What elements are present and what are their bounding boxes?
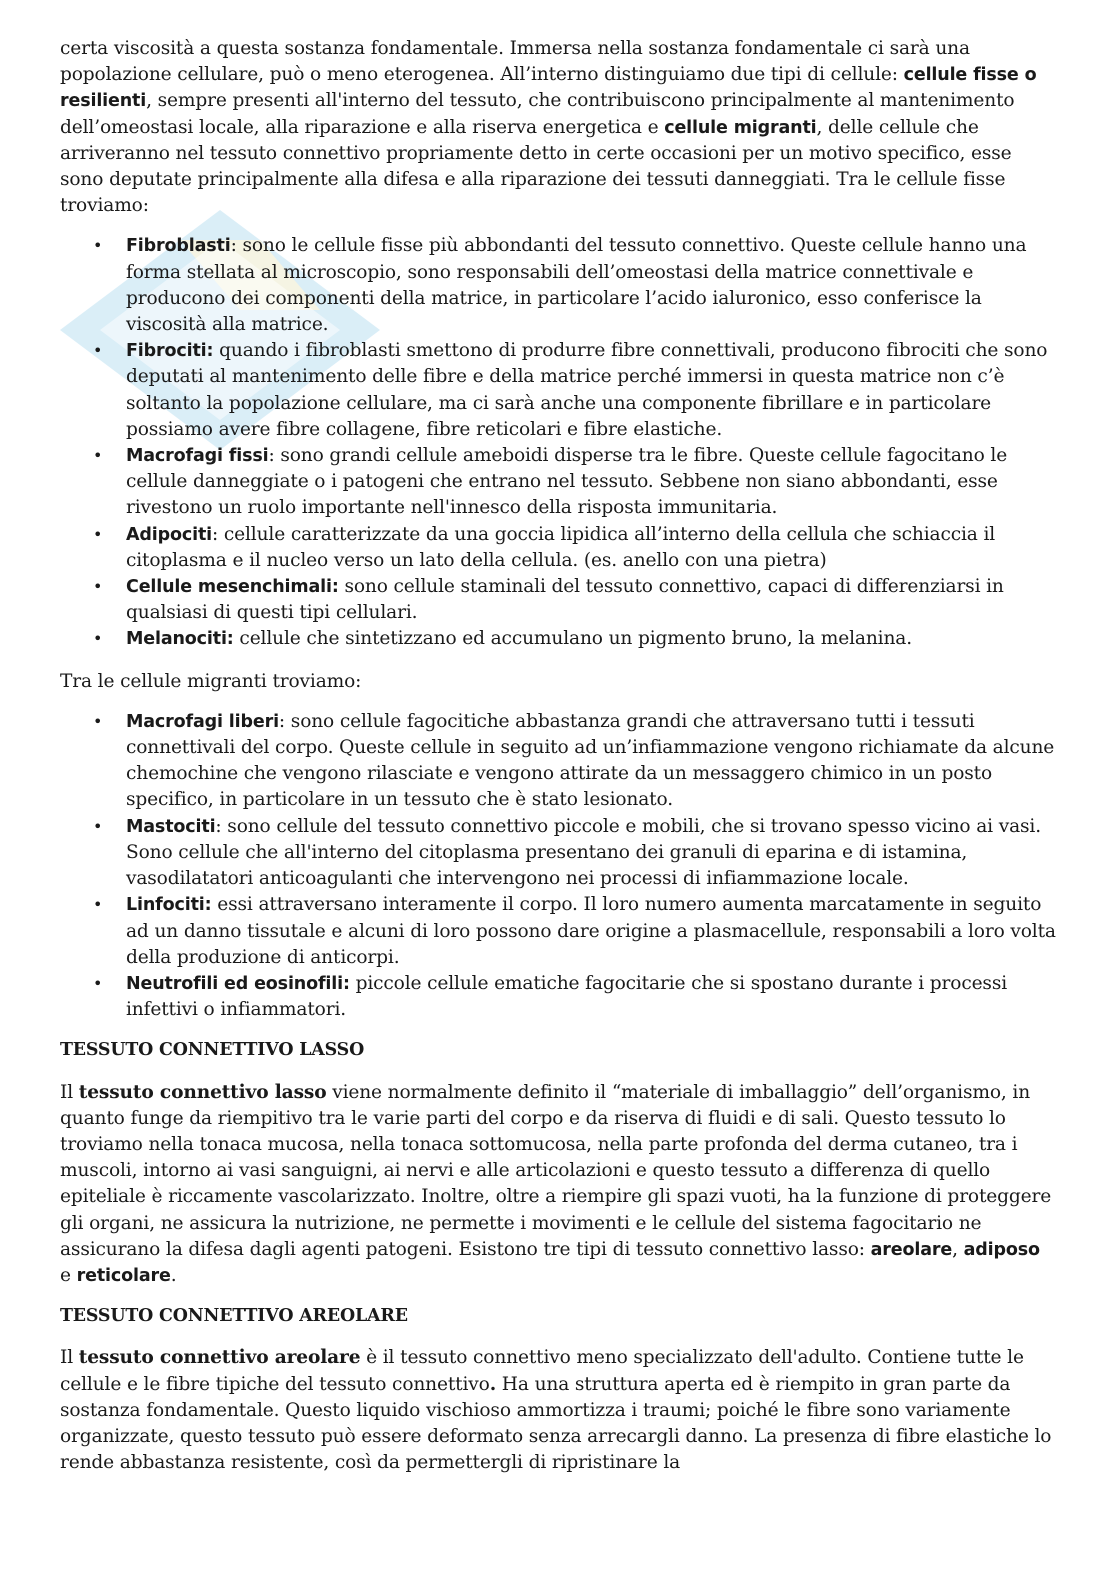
list-text: cellule che sintetizzano ed accumulano un pigmento bruno, la melanina. [233, 628, 912, 650]
term-areolare: areolare [870, 1239, 953, 1260]
bullet-icon: • [93, 711, 103, 731]
list-item [60, 338, 1056, 443]
list-text: : sono le cellule fisse più abbondanti del tessuto connettivo. Queste cellule hanno una forma stellata al microscopio, sono responsabili dell’omeostasi della matrice connettivale e producono dei componenti della matrice, in particolare l’acido ialuronico, esso conferisce la viscosità alla matrice. [126, 235, 1027, 336]
list-item [60, 892, 1056, 971]
migrant-cells-list [60, 709, 1056, 1023]
lasso-text-2: viene normalmente definito il “materiale di imballaggio” dell’organismo, in quanto funge da riempitivo tra le varie parti del corpo e da riserva di fluidi e di sali. Questo tessuto lo troviamo nella tonaca mucosa, nella tonaca sottomucosa, nella parte profonda del derma cutaneo, tra i muscoli, intorno ai vasi sanguigni, ai nervi e alle articolazioni e questo tessuto a differenza di quello epiteliale è riccamente vascolarizzato. Inoltre, oltre a riempire gli spazi vuoti, ha la funzione di proteggere gli organi, ne assicura la nutrizione, ne permette i movimenti e le cellule del sistema fagocitario ne assicurano la difesa dagli agenti patogeni. Esistono tre tipi di tessuto connettivo lasso: [60, 1081, 1052, 1260]
list-term: Mastociti [126, 816, 216, 837]
bullet-icon: • [93, 524, 103, 544]
list-term: Linfociti: [126, 895, 212, 916]
list-item [60, 709, 1056, 814]
lasso-text-3: , [952, 1238, 964, 1260]
list-text: : cellule caratterizzate da una goccia lipidica all’interno della cellula che schiaccia il citoplasma e il nucleo verso un lato della cellula. (es. anello con una pietra) [126, 523, 996, 571]
list-item [60, 443, 1056, 522]
bullet-icon: • [93, 816, 103, 836]
list-item [60, 522, 1056, 574]
term-tessuto-lasso: tessuto connettivo lasso [78, 1081, 327, 1103]
lasso-text-4: e [60, 1264, 77, 1286]
list-text: : sono grandi cellule ameboidi disperse tra le fibre. Queste cellule fagocitano le cellule danneggiate o i patogeni che entrano nel tessuto. Sebbene non siano abbondanti, esse rivestono un ruolo importante nell'innesco della risposta immunitaria. [126, 445, 1008, 519]
list-item [60, 971, 1056, 1023]
document-page [60, 36, 1056, 1476]
list-item [60, 233, 1056, 338]
bullet-icon: • [93, 973, 103, 993]
list-term: Fibrociti: [126, 341, 214, 362]
list-text: piccole cellule ematiche fagocitarie che si spostano durante i processi infettivi o infiammatori. [126, 972, 1008, 1021]
heading-areolare: TESSUTO CONNETTIVO AREOLARE [60, 1306, 408, 1327]
areolare-bold-period: . [489, 1373, 497, 1395]
list-term: Macrofagi fissi [126, 446, 269, 467]
bullet-icon: • [93, 236, 103, 256]
list-item [60, 574, 1056, 626]
list-term: Macrofagi liberi [126, 711, 279, 732]
list-term: Adipociti [126, 524, 213, 545]
intro-text-1: certa viscosità a questa sostanza fondamentale. Immersa nella sostanza fondamentale ci sarà una popolazione cellulare, può o meno eterogenea. All’interno distinguiamo due tipi di cellule: [60, 38, 970, 86]
bullet-icon: • [93, 895, 103, 915]
list-item [60, 626, 1056, 652]
list-text: : sono cellule fagocitiche abbastanza grandi che attraversano tutti i tessuti connettivali del corpo. Queste cellule in seguito ad un’infiammazione vengono richiamate da alcune chemochine che vengono rilasciate e vengono attirate da un messaggero chimico in un posto specifico, in particolare in un tessuto che è stato lesionato. [126, 710, 1055, 811]
list-text: essi attraversano interamente il corpo. Il loro numero aumenta marcatamente in seguito ad un danno tissutale e alcuni di loro possono dare origine a plasmacellule, responsabili a loro volta della produzione di anticorpi. [126, 894, 1056, 968]
list-item [60, 814, 1056, 893]
list-term: Neutrofili ed eosinofili: [126, 973, 350, 994]
lasso-text-5: . [170, 1264, 177, 1286]
lasso-text-1: Il [60, 1081, 79, 1103]
migrant-intro: Tra le cellule migranti troviamo: [60, 670, 362, 692]
intro-text-2: , sempre presenti all'interno del tessuto, che contribuiscono principalmente al mantenimento dell’omeostasi locale, alla riparazione e alla riserva energetica e [60, 90, 1015, 138]
bullet-icon: • [93, 577, 103, 597]
term-cellule-fisse: cellule fisse o resilienti [60, 65, 1037, 112]
term-tessuto-areolare: tessuto connettivo areolare [78, 1347, 361, 1369]
list-term: Fibroblasti [126, 236, 231, 257]
bullet-icon: • [93, 629, 103, 649]
intro-text-3: , delle cellule che arriveranno nel tessuto connettivo propriamente detto in certe occasioni per un motivo specifico, esse sono deputate principalmente alla difesa e alla riparazione dei tessuti danneggiati. Tra le cellule fisse troviamo: [60, 116, 1012, 217]
bullet-icon: • [93, 446, 103, 466]
list-term: Cellule mesenchimali: [126, 577, 339, 598]
term-adiposo: adiposo [963, 1239, 1040, 1260]
heading-lasso: TESSUTO CONNETTIVO LASSO [60, 1040, 365, 1061]
bullet-icon: • [93, 341, 103, 361]
fixed-cells-list [60, 233, 1056, 652]
intro-paragraph [60, 36, 1056, 219]
term-reticolare: reticolare [76, 1265, 171, 1286]
term-cellule-migranti: cellule migranti [664, 117, 817, 138]
list-text: : sono cellule del tessuto connettivo piccole e mobili, che si trovano spesso vicino ai vasi. Sono cellule che all'interno del citoplasma presentano dei granuli di eparina e di istamina, vasodilatatori anticoagulanti che intervengono nei processi di infiammazione locale. [126, 815, 1041, 890]
lasso-paragraph [60, 1080, 1056, 1290]
areolare-text-3: Ha una struttura aperta ed è riempito in gran parte da sostanza fondamentale. Questo liquido vischioso ammortizza i traumi; poiché le fibre sono variamente organizzate, questo tessuto può essere deformato senza arrecargli danno. La presenza di fibre elastiche lo rende abbastanza resistente, così da permettergli di ripristinare la [60, 1373, 1052, 1474]
areolare-text-1: Il [60, 1347, 79, 1369]
areolare-text-2: è il tessuto connettivo meno specializzato dell'adulto. Contiene tutte le cellule e le fibre tipiche del tessuto connettivo [60, 1347, 1024, 1395]
list-term: Melanociti: [126, 629, 234, 650]
list-text: quando i fibroblasti smettono di produrre fibre connettivali, producono fibrociti che sono deputati al mantenimento delle fibre e della matrice perché immersi in questa matrice non c’è soltanto la popolazione cellulare, ma ci sarà anche una componente fibrillare e in particolare possiamo avere fibre collagene, fibre reticolari e fibre elastiche. [126, 340, 1048, 440]
list-text: sono cellule staminali del tessuto connettivo, capaci di differenziarsi in qualsiasi di questi tipi cellulari. [126, 576, 1004, 624]
areolare-paragraph [60, 1345, 1056, 1476]
